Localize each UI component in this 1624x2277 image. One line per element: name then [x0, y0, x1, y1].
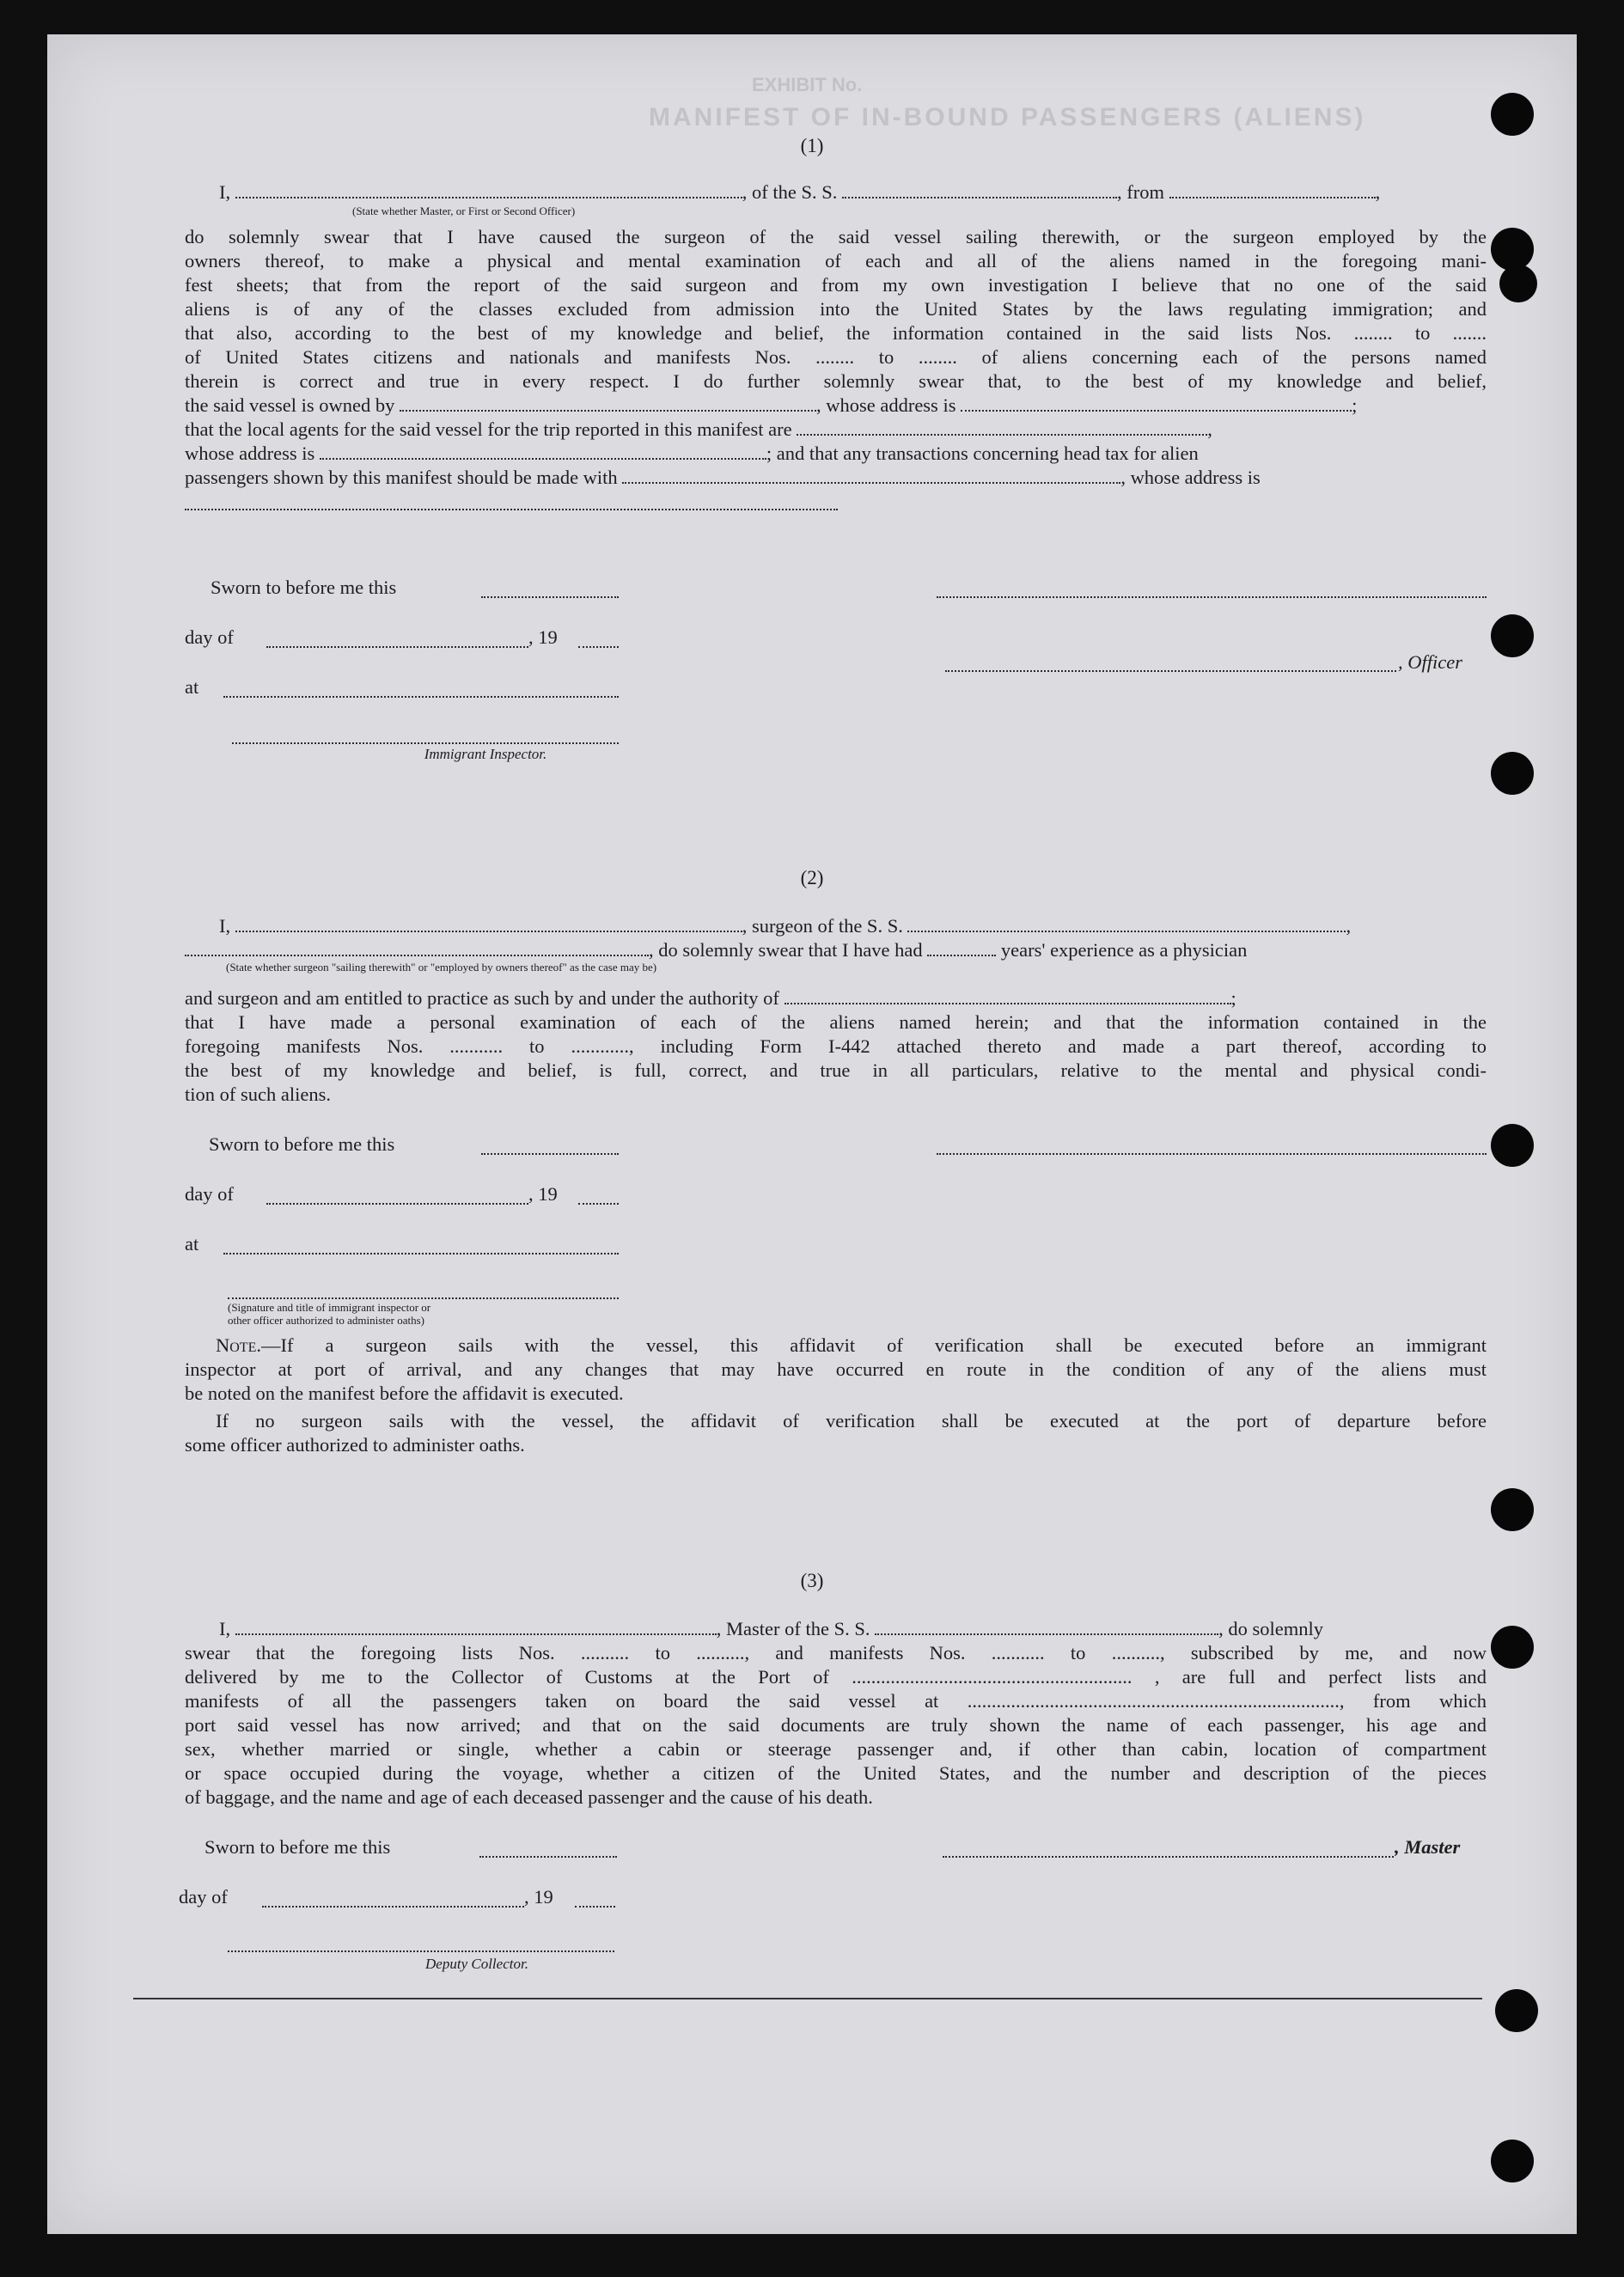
year-label: , 19	[528, 626, 558, 648]
footer-rule	[133, 1998, 1482, 1999]
oath-line: fest sheets; that from the report of the said surgeon and from my own investigation I believe that no one of the said	[185, 274, 1487, 296]
at-label: at	[185, 676, 199, 698]
oath-line: that I have made a personal examination of each of the aliens named herein; and that the information contained in the	[185, 1011, 1487, 1033]
blank-line	[481, 596, 619, 598]
signature-line	[228, 1950, 614, 1952]
signature-note: other officer authorized to administer oaths)	[228, 1314, 424, 1327]
punch-hole	[1491, 752, 1534, 795]
blank-line	[481, 1153, 619, 1155]
punch-hole	[1491, 614, 1534, 657]
note-line: If no surgeon sails with the vessel, the affidavit of verification shall be executed at the port of departure before	[216, 1410, 1487, 1432]
oath-line: the best of my knowledge and belief, is full, correct, and true in all particulars, relative to the mental and physical condi-	[185, 1059, 1487, 1081]
oath-line: I, , Master of the S. S. , do solemnly	[219, 1618, 1323, 1639]
section-number: (3)	[800, 1570, 824, 1591]
oath-line: I, , of the S. S. , from ,	[219, 181, 1381, 203]
blank-line	[266, 1203, 528, 1205]
oath-line: the said vessel is owned by , whose address is ;	[185, 394, 1358, 416]
master-label: , Master	[1395, 1836, 1461, 1858]
punch-hole	[1491, 1124, 1534, 1167]
punch-hole	[1491, 1488, 1534, 1531]
oath-line: manifests of all the passengers taken on board the said vessel at ............................................................................., from which	[185, 1690, 1487, 1712]
field-note: (State whether surgeon "sailing therewith" or "employed by owners thereof" as the case may be)	[226, 961, 657, 974]
punch-hole	[1495, 1989, 1538, 2032]
section-number: (2)	[800, 867, 824, 888]
oath-line: aliens is of any of the classes excluded from admission into the United States by the laws regulating immigration; and	[185, 298, 1487, 320]
oath-line: and surgeon and am entitled to practice as such by and under the authority of ;	[185, 987, 1236, 1009]
oath-line: whose address is ; and that any transactions concerning head tax for alien	[185, 443, 1199, 464]
blank-line	[575, 1906, 615, 1908]
blank-line	[479, 1856, 617, 1858]
form-page	[47, 34, 1577, 2234]
oath-line: delivered by me to the Collector of Customs at the Port of .......................................................... , are full and perfect lists and	[185, 1666, 1487, 1688]
ghost-title: MANIFEST OF IN-BOUND PASSENGERS (ALIENS)	[649, 103, 1366, 131]
sworn-label: Sworn to before me this	[211, 577, 397, 598]
signature-line	[945, 670, 1396, 672]
field-note: (State whether Master, or First or Second Officer)	[352, 205, 576, 217]
oath-line: , do solemnly swear that I have had years' experience as a physician	[185, 938, 1487, 962]
signature-line	[232, 742, 619, 744]
oath-line: that also, according to the best of my knowledge and belief, the information contained in the said lists Nos. ........ to .......	[185, 322, 1487, 344]
blank-line	[266, 646, 528, 648]
oath-line: of baggage, and the name and age of each deceased passenger and the cause of his death.	[185, 1786, 873, 1808]
note-line: some officer authorized to administer oaths.	[185, 1434, 525, 1456]
sworn-label: Sworn to before me this	[205, 1836, 391, 1858]
year-label: , 19	[528, 1183, 558, 1205]
note-line: inspector at port of arrival, and any changes that may have occurred en route in the condition of any of the aliens must	[185, 1358, 1487, 1380]
oath-line: sex, whether married or single, whether a cabin or steerage passenger and, if other than cabin, location of compartment	[185, 1738, 1487, 1760]
day-of-label: day of	[185, 626, 234, 648]
punch-hole	[1491, 228, 1534, 271]
punch-hole	[1491, 1626, 1534, 1669]
sworn-label: Sworn to before me this	[209, 1133, 395, 1155]
signature-line	[943, 1856, 1394, 1858]
signature-note: (Signature and title of immigrant inspector or	[228, 1301, 431, 1314]
oath-line: therein is correct and true in every respect. I do further solemnly swear that, to the best of my knowledge and belief,	[185, 370, 1487, 392]
blank-line	[223, 1253, 619, 1254]
signature-line	[937, 596, 1487, 598]
at-label: at	[185, 1233, 199, 1254]
section-number: (1)	[800, 135, 824, 156]
oath-line: owners thereof, to make a physical and mental examination of each and all of the aliens named in the foregoing mani-	[185, 250, 1487, 272]
note-line: be noted on the manifest before the affidavit is executed.	[185, 1383, 624, 1404]
blank-line	[578, 646, 619, 648]
day-of-label: day of	[185, 1183, 234, 1205]
year-label: , 19	[524, 1886, 553, 1908]
oath-line: that the local agents for the said vessel for the trip reported in this manifest are ,	[185, 418, 1212, 440]
signature-line	[228, 1297, 619, 1299]
blank-line	[262, 1906, 524, 1908]
signature-line	[937, 1153, 1487, 1155]
officer-label: , Officer	[1398, 651, 1462, 673]
ghost-exhibit: EXHIBIT No.	[752, 74, 863, 95]
note-line: Note.—If a surgeon sails with the vessel, this affidavit of verification shall be executed before an immigrant	[216, 1334, 1487, 1356]
oath-line: I, , surgeon of the S. S. ,	[219, 915, 1352, 937]
collector-label: Deputy Collector.	[425, 1956, 528, 1972]
punch-hole	[1499, 265, 1537, 302]
oath-line: do solemnly swear that I have caused the surgeon of the said vessel sailing therewith, or the surgeon employed by the	[185, 226, 1487, 247]
oath-line: port said vessel has now arrived; and that on the said documents are truly shown the name of each passenger, his age and	[185, 1714, 1487, 1736]
oath-line: foregoing manifests Nos. ........... to ............, including Form I-442 attached thereto and made a part thereof, according to	[185, 1035, 1487, 1057]
oath-line: passengers shown by this manifest should be made with , whose address is	[185, 467, 1261, 488]
punch-hole	[1491, 2140, 1534, 2182]
blank-line	[185, 509, 838, 510]
blank-line	[578, 1203, 619, 1205]
oath-line: or space occupied during the voyage, whether a citizen of the United States, and the number and description of the pieces	[185, 1762, 1487, 1784]
day-of-label: day of	[179, 1886, 228, 1908]
oath-line: swear that the foregoing lists Nos. .......... to .........., and manifests Nos. ........... to .........., subscribed by me, and now	[185, 1642, 1487, 1663]
blank-line	[223, 696, 619, 698]
inspector-label: Immigrant Inspector.	[424, 746, 547, 762]
oath-line: of United States citizens and nationals and manifests Nos. ........ to ........ of aliens concerning each of the persons named	[185, 346, 1487, 368]
oath-line: tion of such aliens.	[185, 1084, 331, 1105]
punch-hole	[1491, 93, 1534, 136]
